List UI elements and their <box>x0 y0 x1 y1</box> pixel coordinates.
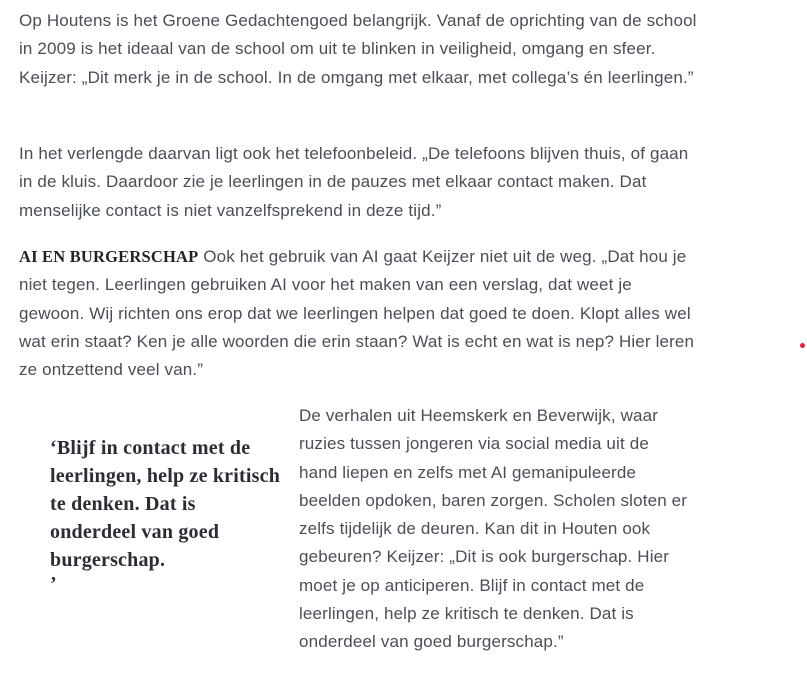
paragraph-citizenship: De verhalen uit Heemskerk en Beverwijk, waar ruzies tussen jongeren via social media uit de hand liepen en zelfs met AI gemanipuleerde beelden opdoken, baren zorgen. Scholen sloten er zelfs tijdelijk de deuren. Kan dit in Houten ook gebeuren? Keijzer: „Dit is ook burgerschap. Hier moet je op anticiperen. Blijf in contact met de leerlingen, help ze kritisch te denken. Dat is onderdeel van goed burgerschap.” <box>299 406 688 652</box>
pull-quote <box>50 434 280 594</box>
section-subheading: AI EN BURGERSCHAP <box>19 247 199 266</box>
paragraph-phone-policy: In het verlengde daarvan ligt ook het telefoonbeleid. „De telefoons blijven thuis, of gaan in de kluis. Daardoor zie je leerlingen in de pauzes met elkaar contact maken. Dat menselijke contact is niet vanzelfsprekend in deze tijd.” <box>19 144 689 220</box>
accent-dot-icon <box>800 343 805 348</box>
pull-quote-closing-mark: ’ <box>50 573 57 595</box>
paragraph-ai <box>19 243 699 384</box>
paragraph-ai-text: Ook het gebruik van AI gaat Keijzer niet uit de weg. „Dat hou je niet tegen. Leerlingen gebruiken AI voor het maken van een verslag, dat weet je gewoon. Wij richten ons erop dat we leerlingen helpen dat goed te doen. Klopt alles wel wat erin staat? Ken je alle woorden die erin staan? Wat is echt en wat is nep? Hier leren ze ontzettend veel van.” <box>19 247 695 380</box>
paragraph-intro: Op Houtens is het Groene Gedachtengoed belangrijk. Vanaf de oprichting van de school in 2009 is het ideaal van de school om uit te blinken in veiligheid, omgang en sfeer. Keijzer: „Dit merk je in de school. In de omgang met elkaar, met collega’s én leerlingen.” <box>19 11 697 87</box>
pull-quote-text: ‘Blijf in contact met de leerlingen, help ze kritisch te denken. Dat is onderdeel van goed burgerschap. <box>50 437 281 571</box>
